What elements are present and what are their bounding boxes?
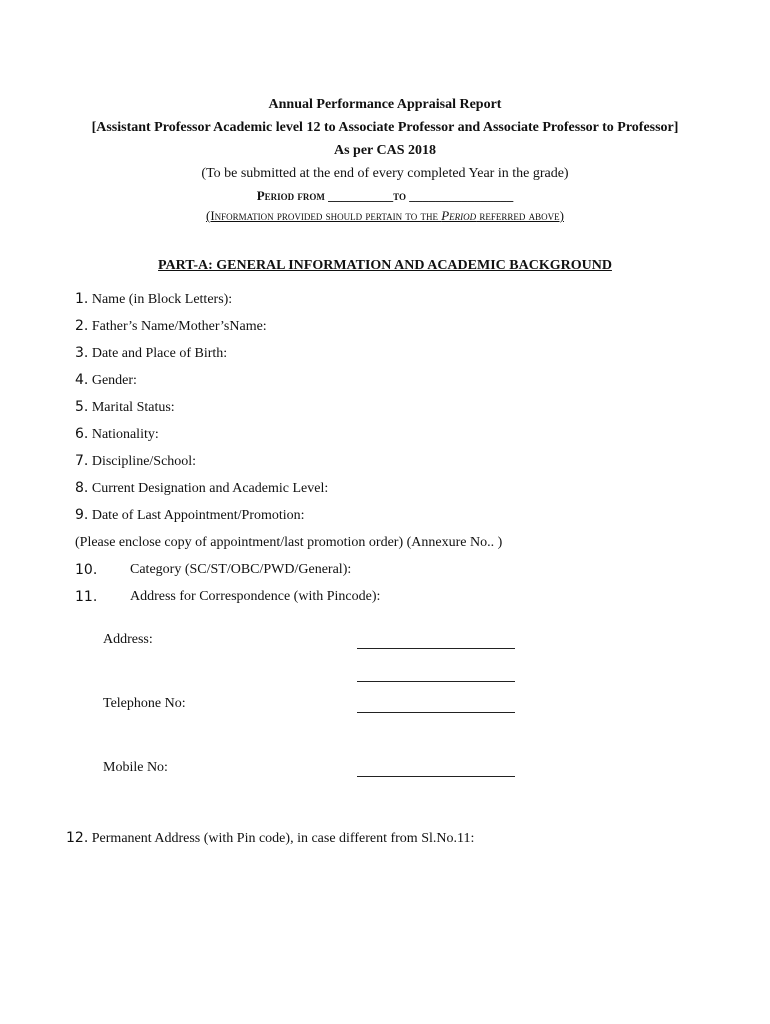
list-item (75, 291, 232, 308)
period-from-label: Period from (256, 188, 325, 203)
item-label-10: Category (SC/ST/OBC/PWD/General): (130, 562, 352, 577)
info-period: Period (441, 208, 477, 223)
period-line (0, 188, 770, 204)
report-subtitle: [Assistant Professor Academic level 12 to Associate Professor and Associate Professor to Professor] (91, 120, 679, 135)
info-suffix: referred above) (476, 208, 564, 223)
list-item (75, 562, 97, 579)
item-number: 2. (75, 318, 89, 334)
list-item (75, 318, 267, 335)
item-label: Marital Status: (91, 400, 175, 415)
list-item (75, 372, 137, 389)
address-line-2[interactable] (357, 681, 515, 682)
enclose-note: (Please enclose copy of appointment/last promotion order) (Annexure No.. ) (75, 535, 503, 550)
period-to-label: to (393, 188, 407, 203)
item-label: Date and Place of Birth: (91, 346, 228, 361)
cas-line: As per CAS 2018 (333, 143, 437, 158)
item-number: 4. (75, 372, 89, 388)
item-number: 10. (75, 562, 98, 578)
item-number: 3. (75, 345, 89, 361)
address-label: Address: (103, 632, 153, 647)
item-label: Father’s Name/Mother’sName: (91, 319, 267, 334)
item-label: Permanent Address (with Pin code), in case different from Sl.No.11: (91, 831, 475, 846)
list-item (66, 830, 474, 847)
mobile-line[interactable] (357, 776, 515, 777)
list-item (75, 507, 305, 524)
item-number: 5. (75, 399, 89, 415)
item-number: 8. (75, 480, 89, 496)
item-number: 11. (75, 589, 98, 605)
period-from-blank: __________ (328, 188, 394, 203)
info-note (0, 208, 770, 224)
item-number: 12. (66, 830, 89, 846)
telephone-label: Telephone No: (103, 696, 186, 711)
item-number: 7. (75, 453, 89, 469)
info-prefix: (Information provided should pertain to the (205, 208, 442, 223)
item-number: 9. (75, 507, 89, 523)
mobile-label: Mobile No: (103, 760, 168, 775)
list-item (75, 345, 227, 362)
item-label: Date of Last Appointment/Promotion: (91, 508, 305, 523)
item-number: 6. (75, 426, 89, 442)
item-label: Name (in Block Letters): (91, 292, 233, 307)
item-number: 1. (75, 291, 89, 307)
item-label: Discipline/School: (91, 454, 197, 469)
part-a-heading: PART-A: GENERAL INFORMATION AND ACADEMIC BACKGROUND (158, 258, 612, 273)
address-line-1[interactable] (357, 648, 515, 649)
submission-note: (To be submitted at the end of every completed Year in the grade) (201, 166, 569, 181)
item-label: Nationality: (91, 427, 159, 442)
item-label: Gender: (91, 373, 137, 388)
list-item (75, 453, 196, 470)
period-to-blank: ________________ (409, 188, 514, 203)
telephone-line[interactable] (357, 712, 515, 713)
list-item (75, 480, 328, 497)
item-label: Current Designation and Academic Level: (91, 481, 329, 496)
list-item (75, 589, 97, 606)
item-label-11: Address for Correspondence (with Pincode): (130, 589, 381, 604)
list-item (75, 426, 159, 443)
report-title: Annual Performance Appraisal Report (268, 97, 502, 112)
list-item (75, 399, 175, 416)
